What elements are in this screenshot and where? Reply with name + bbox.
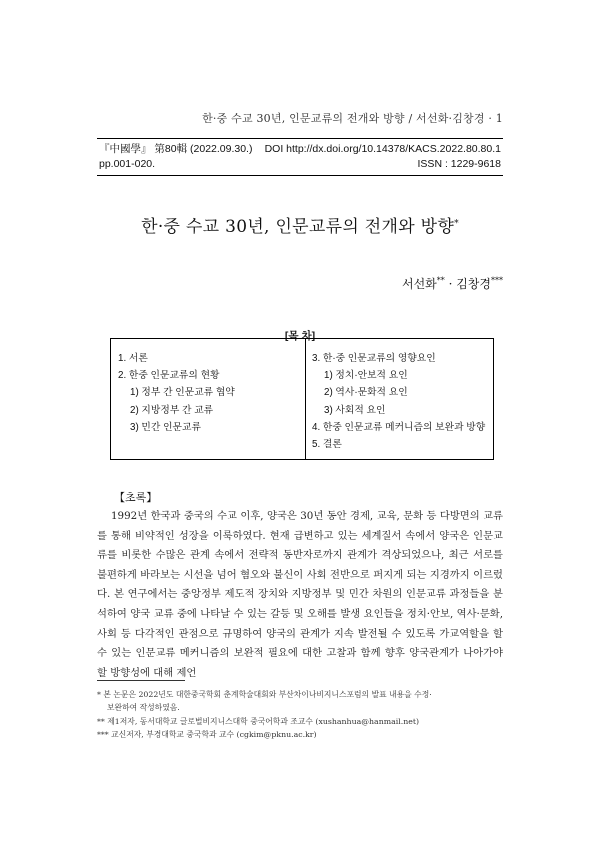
toc-subitem[interactable]: 2) 지방정부 간 교류 xyxy=(130,404,214,416)
footnote-rule xyxy=(97,680,185,681)
author-2: 김창경 xyxy=(456,277,491,291)
table-of-contents xyxy=(110,338,494,460)
author-1-mark: ** xyxy=(436,276,445,285)
footnotes xyxy=(97,688,503,741)
toc-subitem[interactable]: 1) 정치·안보적 요인 xyxy=(324,370,408,382)
abstract-label: 【초록】 xyxy=(114,491,158,504)
page-range: pp.001-020. xyxy=(99,158,156,170)
toc-left-column xyxy=(118,350,235,436)
footnote-1-continued: 보완하여 작성하였음. xyxy=(107,703,180,713)
toc-item[interactable]: 3. 한·중 인문교류의 영향요인 xyxy=(312,353,436,364)
issn: ISSN : 1229-9618 xyxy=(417,158,501,170)
toc-item[interactable]: 2. 한중 인문교류의 현황 xyxy=(118,370,220,382)
title-footnote-mark: * xyxy=(454,219,459,229)
toc-subitem[interactable]: 3) 민간 인문교류 xyxy=(130,421,201,433)
toc-divider xyxy=(305,339,306,459)
toc-right-column xyxy=(312,350,485,453)
journal-info: 『中國學』 第80輯 (2022.09.30.) xyxy=(99,143,253,155)
author-2-mark: *** xyxy=(491,276,503,285)
author-line xyxy=(402,275,503,292)
toc-label: [목 차] xyxy=(284,330,316,342)
toc-item[interactable]: 5. 결론 xyxy=(312,439,342,451)
footnote-3: *** 교신저자, 부경대학교 중국학과 교수 (cgkim@pknu.ac.kr) xyxy=(97,729,317,739)
toc-subitem[interactable]: 1) 정부 간 인문교류 협약 xyxy=(130,387,235,399)
running-head: 한·중 수교 30년, 인문교류의 전개와 방향 / 서선화·김창경 · 1 xyxy=(202,112,503,125)
toc-item[interactable]: 1. 서론 xyxy=(118,353,148,364)
author-1: 서선화 xyxy=(401,277,437,291)
author-separator: · xyxy=(444,277,457,291)
title-text: 한·중 수교 30년, 인문교류의 전개와 방향 xyxy=(141,217,455,237)
abstract-paragraph: 1992년 한국과 중국의 수교 이후, 양국은 30년 동안 경제, 교육, 문화 등 다방면의 교류를 통해 비약적인 성장을 이룩하였다. 현재 급변하고 있는 세계질서 속에서 양국은 인문교류를 비롯한 수많은 관계 속에서 전략적 동반자로까지 관계가 격상되었으나, 최근 서로를 불편하게 바라보는 시선을 넘어 혐오와 불신이 사회 전반으로 퍼지게 되는 지경까지 이르렀다. 본 연구에서는 중앙정부 제도적 장치와 지방정부 및 민간 차원의 인문교류 과정들을 분석하여 양국 교류 중에 나타날 수 있는 갈등 및 오해를 발생 요인들을 정치·안보, 역사·문화, 사회 등 다각적인 관점으로 규명하여 양국의 관계가 지속 발전될 수 있도록 가교역할을 할 수 있는 인문교류 메커니즘의 보완적 필요에 대한 고찰과 함께 향후 양국관계가 나아가야 할 방향성에 대해 제언 xyxy=(97,510,504,679)
abstract-body xyxy=(97,507,503,683)
footnote-2: ** 제1저자, 동서대학교 글로벌비지니스대학 중국어학과 조교수 (xushanhua@hanmail.net) xyxy=(97,716,420,726)
article-meta xyxy=(97,138,503,176)
paper-title xyxy=(0,212,600,237)
toc-subitem[interactable]: 3) 사회적 요인 xyxy=(324,404,386,416)
doi-link[interactable]: DOI http://dx.doi.org/10.14378/KACS.2022.80.80.1 xyxy=(264,143,501,155)
toc-item[interactable]: 4. 한중 인문교류 메커니즘의 보완과 방향 xyxy=(312,421,486,433)
toc-subitem[interactable]: 2) 역사·문화적 요인 xyxy=(324,387,408,399)
footnote-1: * 본 논문은 2022년도 대한중국학회 춘계학술대회와 부산차이나비지니스포럼의 발표 내용을 수정· xyxy=(97,690,432,699)
